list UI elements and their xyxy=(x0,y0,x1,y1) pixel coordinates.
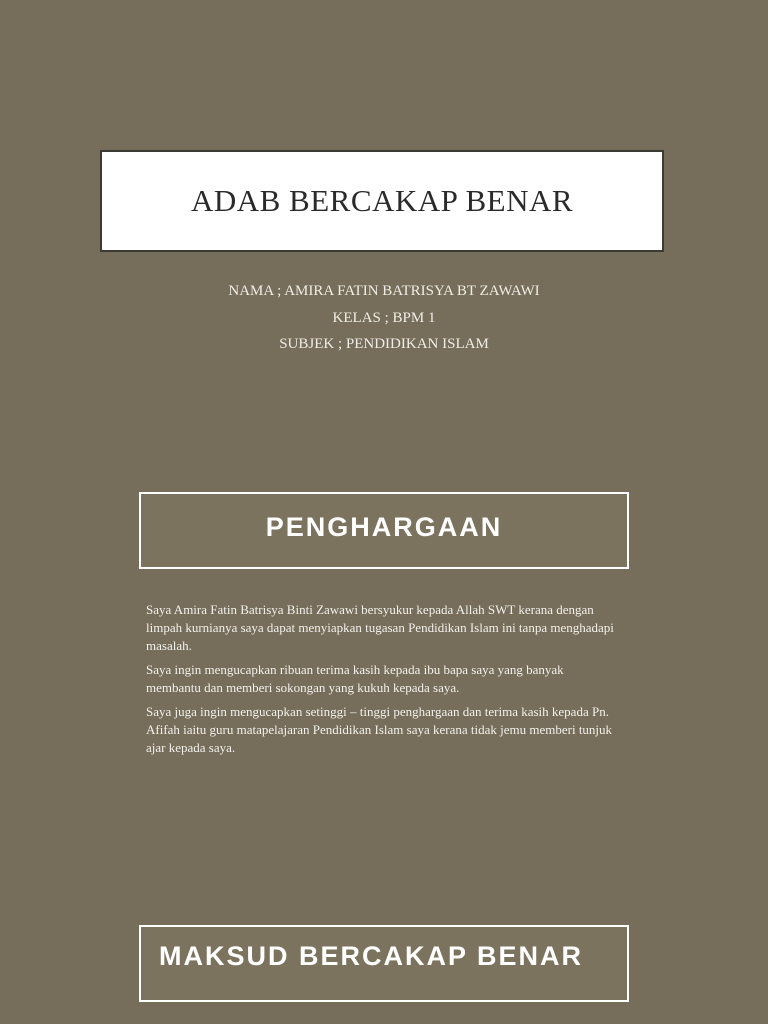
student-name: NAMA ; AMIRA FATIN BATRISYA BT ZAWAWI xyxy=(228,283,540,299)
section-heading-box-maksud xyxy=(139,925,629,1002)
paragraph: Saya juga ingin mengucapkan setinggi – tinggi penghargaan dan terima kasih kepada Pn. Afifah iaitu guru matapelajaran Pendidikan Islam saya kerana tidak jemu memberi tunjuk ajar kepada saya. xyxy=(146,704,613,755)
section-heading-penghargaan: PENGHARGAAN xyxy=(265,512,503,542)
acknowledgement-text xyxy=(146,601,616,763)
paragraph: Saya ingin mengucapkan ribuan terima kasih kepada ibu bapa saya yang banyak membantu dan memberi sokongan yang kukuh kepada saya. xyxy=(146,662,564,695)
section-heading-maksud: MAKSUD BERCAKAP BENAR xyxy=(159,941,584,971)
student-class: KELAS ; BPM 1 xyxy=(332,309,436,326)
page-title: ADAB BERCAKAP BENAR xyxy=(190,183,574,218)
subject: SUBJEK ; PENDIDIKAN ISLAM xyxy=(279,336,489,352)
section-heading-box-penghargaan xyxy=(139,492,629,569)
title-box xyxy=(100,150,664,252)
student-info xyxy=(0,278,768,358)
paragraph: Saya Amira Fatin Batrisya Binti Zawawi bersyukur kepada Allah SWT kerana dengan limpah kurnianya saya dapat menyiapkan tugasan Pendidikan Islam ini tanpa menghadapi masalah. xyxy=(146,602,614,653)
